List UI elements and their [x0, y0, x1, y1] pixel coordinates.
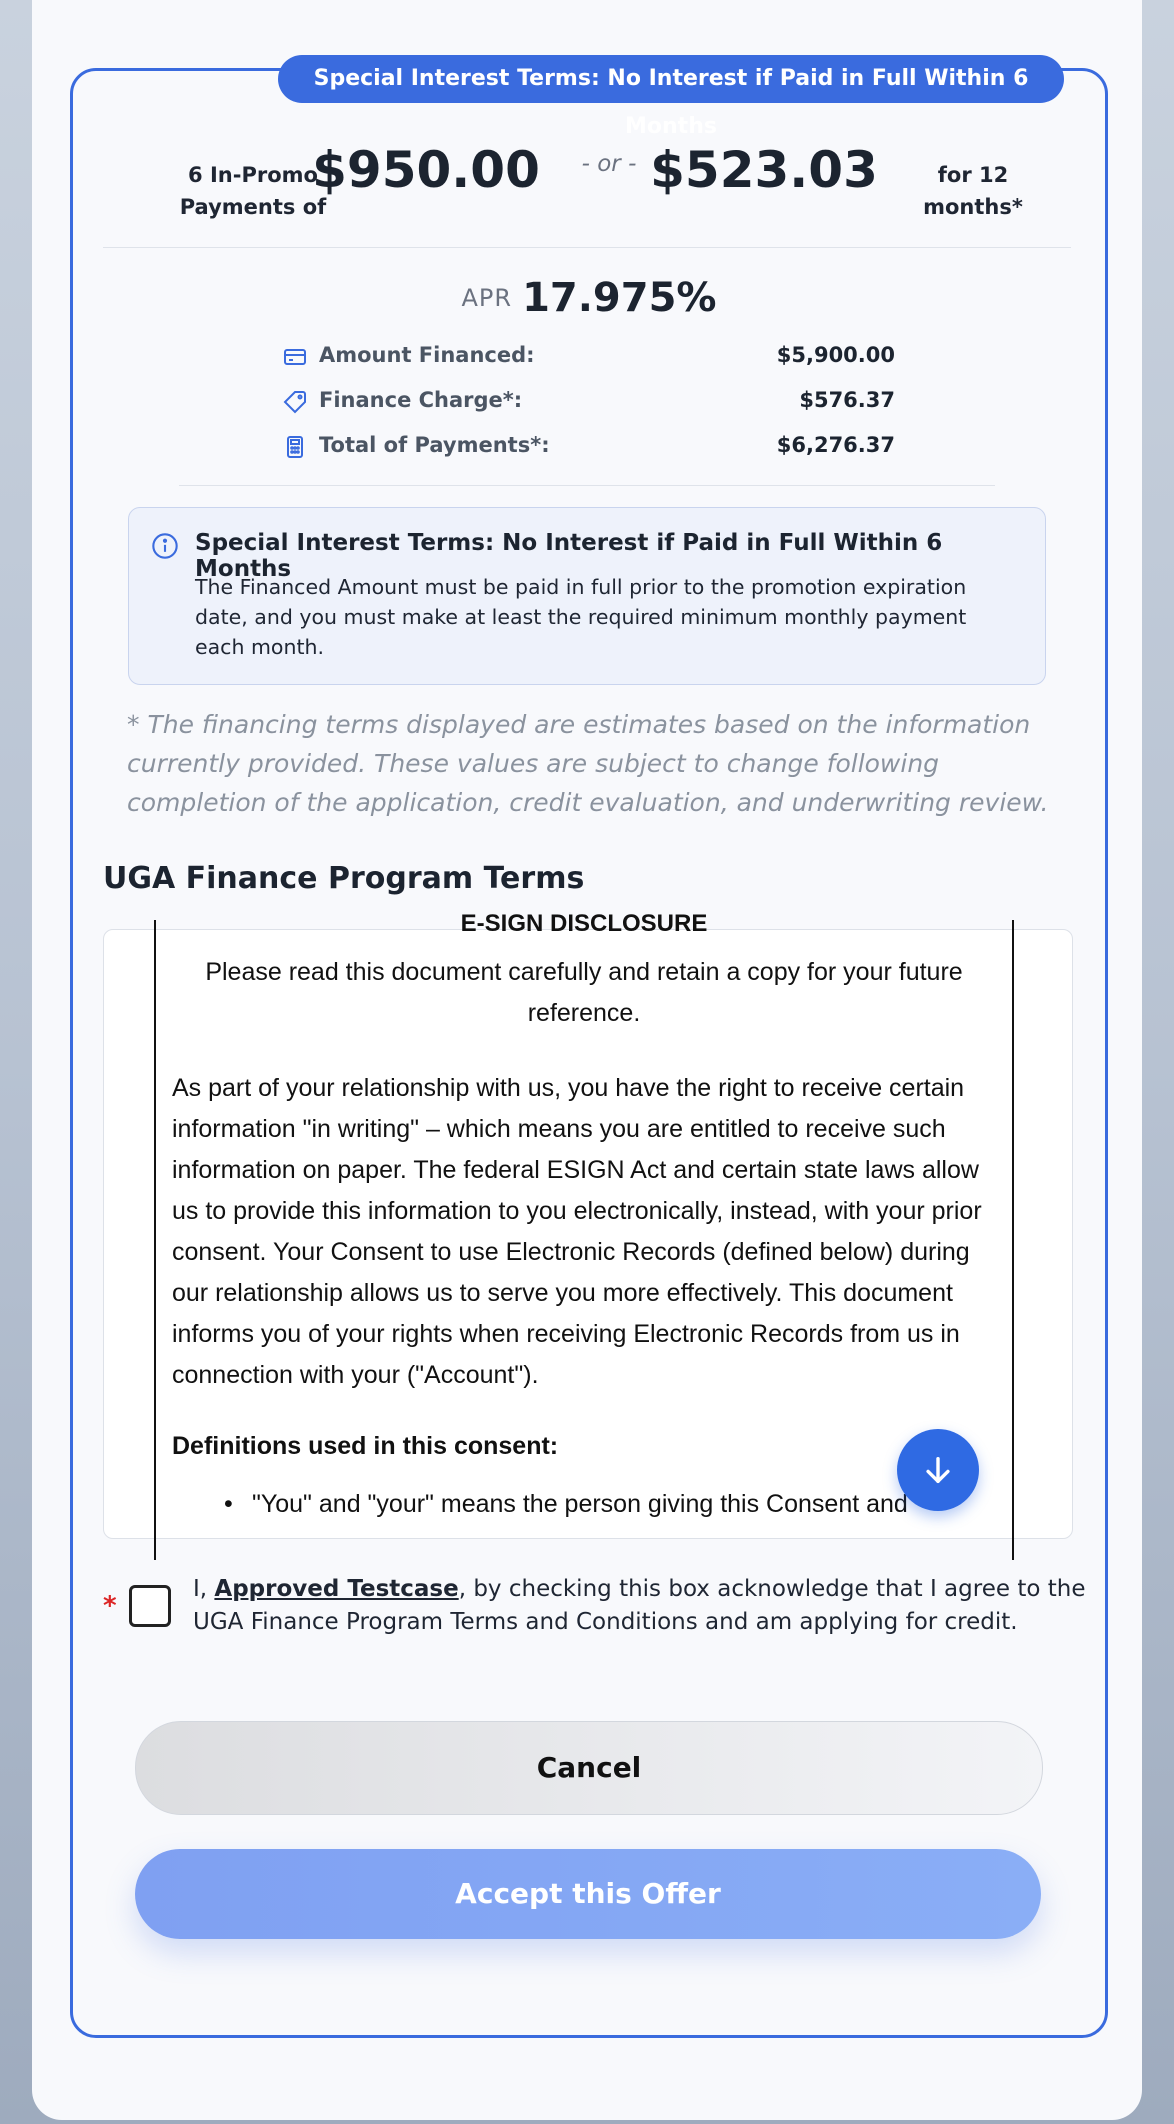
- apr-value: 17.975%: [522, 275, 717, 321]
- monthly-term-label: for 12 months*: [923, 163, 1023, 219]
- section-title: UGA Finance Program Terms: [103, 861, 585, 896]
- financing-details: [283, 339, 895, 474]
- esign-document: [154, 910, 1014, 1560]
- scroll-down-button[interactable]: [897, 1429, 979, 1511]
- or-separator: - or -: [581, 151, 637, 177]
- doc-intro: Please read this document carefully and retain a copy for your future reference.: [205, 958, 963, 1027]
- calculator-icon: [283, 435, 307, 459]
- tag-icon: [283, 390, 307, 414]
- notice-title: Special Interest Terms: No Interest if Paid in Full Within 6 Months: [195, 530, 943, 582]
- monthly-payment-amount: $523.03: [650, 141, 878, 199]
- financing-label: Amount Financed:: [319, 343, 535, 367]
- financing-label: Total of Payments*:: [319, 433, 550, 457]
- financing-value: $576.37: [799, 388, 895, 412]
- cancel-button[interactable]: Cancel: [135, 1721, 1043, 1815]
- promo-payments-label: 6 In-Promo Payments of: [179, 163, 327, 219]
- financing-value: $5,900.00: [776, 343, 895, 367]
- consent-suffix: , by checking this box acknowledge that I agree to the UGA Finance Program Terms and Conditions and am applying for credit.: [193, 1576, 1086, 1635]
- arrow-down-icon: [921, 1453, 955, 1487]
- financing-row: [283, 384, 895, 429]
- special-terms-notice: [128, 507, 1046, 685]
- offer-card: [70, 68, 1108, 2038]
- applicant-name: Approved Testcase: [214, 1576, 459, 1602]
- consent-prefix: I,: [193, 1576, 215, 1602]
- accept-offer-button[interactable]: Accept this Offer: [135, 1849, 1041, 1939]
- financing-label: Finance Charge*:: [319, 388, 523, 412]
- doc-paragraph: As part of your relationship with us, you have the right to receive certain information "in writing" – which means you are entitled to receive such information on paper. The federal ESIGN Act and certain state laws allow us to provide this information to you electronically, instead, with your prior consent. Your Consent to use Electronic Records (defined below) during our relationship allows us to serve you more effectively. This document informs you of your rights when receiving Electronic Records from us in connection with your ("Account").: [172, 1074, 982, 1389]
- notice-text: The Financed Amount must be paid in full prior to the promotion expiration date, and you must make at least the required minimum monthly payment each month.: [195, 575, 967, 659]
- required-indicator: *: [103, 1591, 117, 1621]
- consent-text: [193, 1573, 1093, 1639]
- apr-label: APR: [461, 284, 513, 312]
- doc-definitions-heading: Definitions used in this consent:: [172, 1432, 559, 1460]
- terms-agree-checkbox[interactable]: [129, 1585, 171, 1627]
- promo-banner: Special Interest Terms: No Interest if Paid in Full Within 6 Months: [278, 55, 1064, 103]
- estimate-disclaimer: * The financing terms displayed are estimates based on the information currently provided. These values are subject to change following completion of the application, credit evaluation, and underwriting review.: [127, 710, 1049, 817]
- financing-row: [283, 339, 895, 384]
- divider: [103, 247, 1071, 248]
- promo-payment-amount: $950.00: [312, 141, 540, 199]
- financing-value: $6,276.37: [776, 433, 895, 457]
- info-icon: [151, 532, 179, 560]
- divider: [179, 485, 995, 486]
- financing-row: [283, 429, 895, 474]
- payment-options: [73, 141, 1105, 261]
- doc-bullet: • "You" and "your" means the person giving this Consent and: [252, 1490, 1012, 1519]
- apr: [73, 275, 1105, 321]
- credit-card-icon: [283, 345, 307, 369]
- doc-heading: E-SIGN DISCLOSURE: [460, 910, 708, 937]
